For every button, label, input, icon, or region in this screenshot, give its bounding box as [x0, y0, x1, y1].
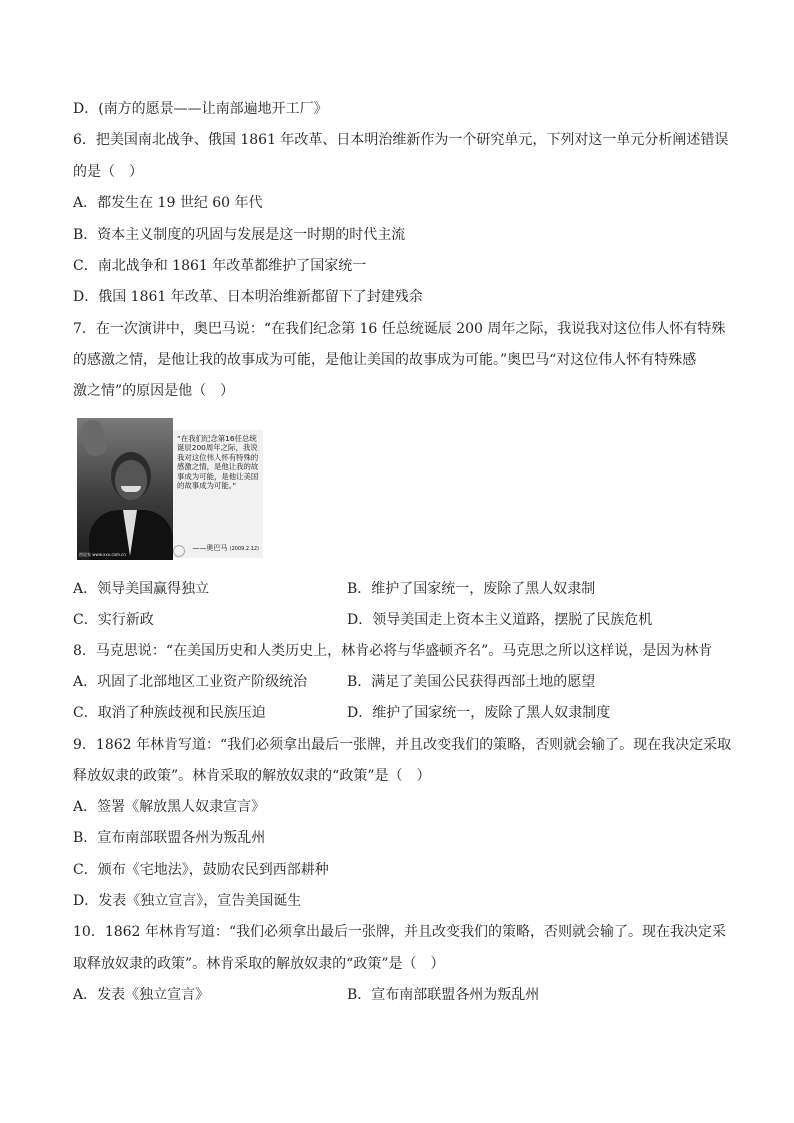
q8-option-a: A．巩固了北部地区工业资产阶级统治: [73, 674, 308, 690]
q6-stem-line2: 的是（ ）: [73, 164, 143, 180]
q7-option-b: B．维护了国家统一，废除了黑人奴隶制: [347, 581, 596, 597]
obama-quote-figure: [77, 418, 265, 560]
q6-option-b: B．资本主义制度的巩固与发展是这一时期的时代主流: [73, 227, 406, 243]
q8-option-d: D．维护了国家统一，废除了黑人奴隶制度: [347, 705, 611, 721]
smile-shape: [121, 486, 141, 492]
quote-box: [173, 430, 263, 558]
q9-stem-line2: 释放奴隶的政策”。林肯采取的解放奴隶的“政策”是（ ）: [73, 768, 431, 784]
quote-text: “在我们纪念第16任总统诞辰200周年之际，我说我对这位伟人怀有特殊的感激之情，是他让我的故事成为可能，是他让美国的故事成为可能。”: [177, 434, 259, 491]
q7-stem-line1: 7．在一次演讲中，奥巴马说：“在我们纪念第 16 任总统诞辰 200 周年之际，我说我对这位伟人怀有特殊: [73, 321, 726, 337]
q8-option-c: C．取消了种族歧视和民族压迫: [73, 705, 266, 721]
q7-option-a: A．领导美国赢得独立: [73, 581, 210, 597]
q8-option-b: B．满足了美国公民获得西部土地的愿望: [347, 674, 596, 690]
signature-date: (2009.2.12): [229, 545, 259, 552]
q9-option-c: C．颁布《宅地法》，鼓励农民到西部耕种: [73, 862, 329, 878]
waving-hand-shape: [79, 418, 110, 458]
q10-option-a: A．发表《独立宣言》: [73, 987, 210, 1003]
obama-photo: [77, 418, 173, 560]
q6-option-d: D．俄国 1861 年改革、日本明治维新都留下了封建残余: [73, 289, 423, 305]
q9-option-b: B．宣布南部联盟各州为叛乱州: [73, 830, 266, 846]
photo-caption: 图说家 www.xxx.com.cn: [79, 552, 126, 557]
q7-stem-line2: 的感激之情，是他让我的故事成为可能，是他让美国的故事成为可能。”奥巴马“对这位伟人怀有特殊感: [73, 352, 697, 368]
q5-option-d: D．(南方的愿景——让南部遍地开工厂》: [73, 101, 328, 117]
q9-option-d: D．发表《独立宣言》，宣告美国诞生: [73, 893, 302, 909]
face-shape: [115, 460, 147, 500]
q7-option-c: C．实行新政: [73, 612, 154, 628]
q9-stem-line1: 9．1862 年林肯写道：“我们必须拿出最后一张牌，并且改变我们的策略，否则就会输了。现在我决定采取: [73, 737, 732, 753]
watermark-icon: [173, 545, 185, 557]
signature-name: ——奥巴马: [192, 543, 228, 552]
q10-stem-line2: 取释放奴隶的政策”。林肯采取的解放奴隶的“政策”是（ ）: [73, 956, 445, 972]
q9-option-a: A．签署《解放黑人奴隶宣言》: [73, 799, 266, 815]
q7-stem-line3: 激之情”的原因是他（ ）: [73, 383, 235, 399]
quote-signature: [192, 544, 259, 554]
q10-option-b: B．宣布南部联盟各州为叛乱州: [347, 987, 540, 1003]
q6-stem-line1: 6．把美国南北战争、俄国 1861 年改革、日本明治维新作为一个研究单元，下列对这一单元分析阐述错误: [73, 132, 729, 148]
q7-option-d: D．领导美国走上资本主义道路，摆脱了民族危机: [347, 612, 653, 628]
q10-stem-line1: 10．1862 年林肯写道：“我们必须拿出最后一张牌，并且改变我们的策略，否则就会输了。现在我决定采: [73, 924, 727, 940]
q8-stem: 8．马克思说：“在美国历史和人类历史上，林肯必将与华盛顿齐名”。马克思之所以这样说，是因为林肯: [73, 643, 713, 659]
q6-option-a: A．都发生在 19 世纪 60 年代: [73, 195, 263, 211]
q6-option-c: C．南北战争和 1861 年改革都维护了国家统一: [73, 258, 367, 274]
